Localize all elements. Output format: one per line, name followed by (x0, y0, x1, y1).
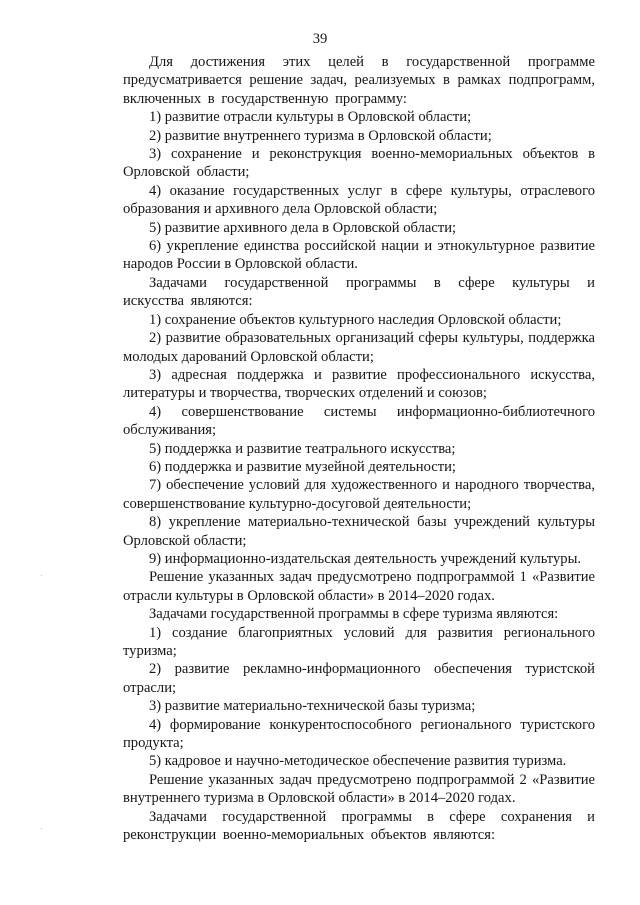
paragraph-list-item: 6) поддержка и развитие музейной деятельности; (149, 458, 456, 475)
paragraph-list-item: 4) совершенствование системы информационно-библиотечного обслуживания; (123, 403, 595, 439)
scan-speck (41, 575, 42, 576)
scan-speck (41, 828, 42, 829)
document-body (123, 53, 595, 844)
paragraph-list-item: 1) развитие отрасли культуры в Орловской области; (149, 109, 472, 126)
paragraph-list-item: 2) развитие рекламно-информационного обеспечения туристской отрасли; (123, 661, 595, 696)
paragraph-list-item: 4) формирование конкурентоспособного регионального туристского продукта; (123, 716, 595, 752)
paragraph-subprogram-1: Решение указанных задач предусмотрено подпрограммой 1 «Развитие отрасли культуры в Орловской области» в 2014–2020 годах. (123, 569, 595, 604)
paragraph-list-item: 9) информационно-издательская деятельность учреждений культуры. (149, 550, 582, 567)
paragraph-heading-culture: Задачами государственной программы в сфере культуры и искусства являются: (123, 274, 595, 310)
paragraph-list-item: 8) укрепление материально-технической базы учреждений культуры Орловской области; (123, 514, 595, 549)
paragraph-list-item: 4) оказание государственных услуг в сфере культуры, отраслевого образования и архивного дела Орловской области; (123, 182, 595, 218)
paragraph-list-item: 5) поддержка и развитие театрального искусства; (149, 440, 456, 457)
paragraph-list-item: 3) сохранение и реконструкция военно-мемориальных объектов в Орловской области; (123, 146, 595, 181)
page-number: 39 (312, 31, 328, 47)
paragraph-list-item: 1) создание благоприятных условий для развития регионального туризма; (123, 624, 595, 659)
paragraph-intro: Для достижения этих целей в государственной программе предусматривается решение задач, реализуемых в рамках подпрограмм, включенных в государственную программу: (123, 54, 595, 107)
paragraph-list-item: 3) развитие материально-технической базы туризма; (149, 698, 476, 715)
paragraph-list-item: 7) обеспечение условий для художественного и народного творчества, совершенствование культурно-досуговой деятельности; (123, 477, 595, 512)
paragraph-heading-tourism: Задачами государственной программы в сфере туризма являются: (149, 606, 559, 623)
paragraph-list-item: 1) сохранение объектов культурного наследия Орловской области; (149, 311, 562, 328)
paragraph-list-item: 2) развитие образовательных организаций сферы культуры, поддержка молодых дарований Орловской области; (123, 330, 595, 365)
paragraph-subprogram-2: Решение указанных задач предусмотрено подпрограммой 2 «Развитие внутреннего туризма в Орловской области» в 2014–2020 годах. (123, 771, 595, 807)
paragraph-list-item: 5) кадровое и научно-методическое обеспечение развития туризма. (149, 753, 567, 770)
paragraph-list-item: 5) развитие архивного дела в Орловской области; (149, 219, 457, 236)
paragraph-list-item: 3) адресная поддержка и развитие профессионального искусства, литературы и творчества, творческих отделений и союзов; (123, 366, 595, 402)
paragraph-list-item: 6) укрепление единства российской нации и этнокультурное развитие народов России в Орловской области. (123, 238, 595, 273)
paragraph-heading-memorial: Задачами государственной программы в сфере сохранения и реконструкции военно-мемориальных объектов являются: (123, 808, 595, 844)
paragraph-list-item: 2) развитие внутреннего туризма в Орловской области; (149, 127, 492, 144)
